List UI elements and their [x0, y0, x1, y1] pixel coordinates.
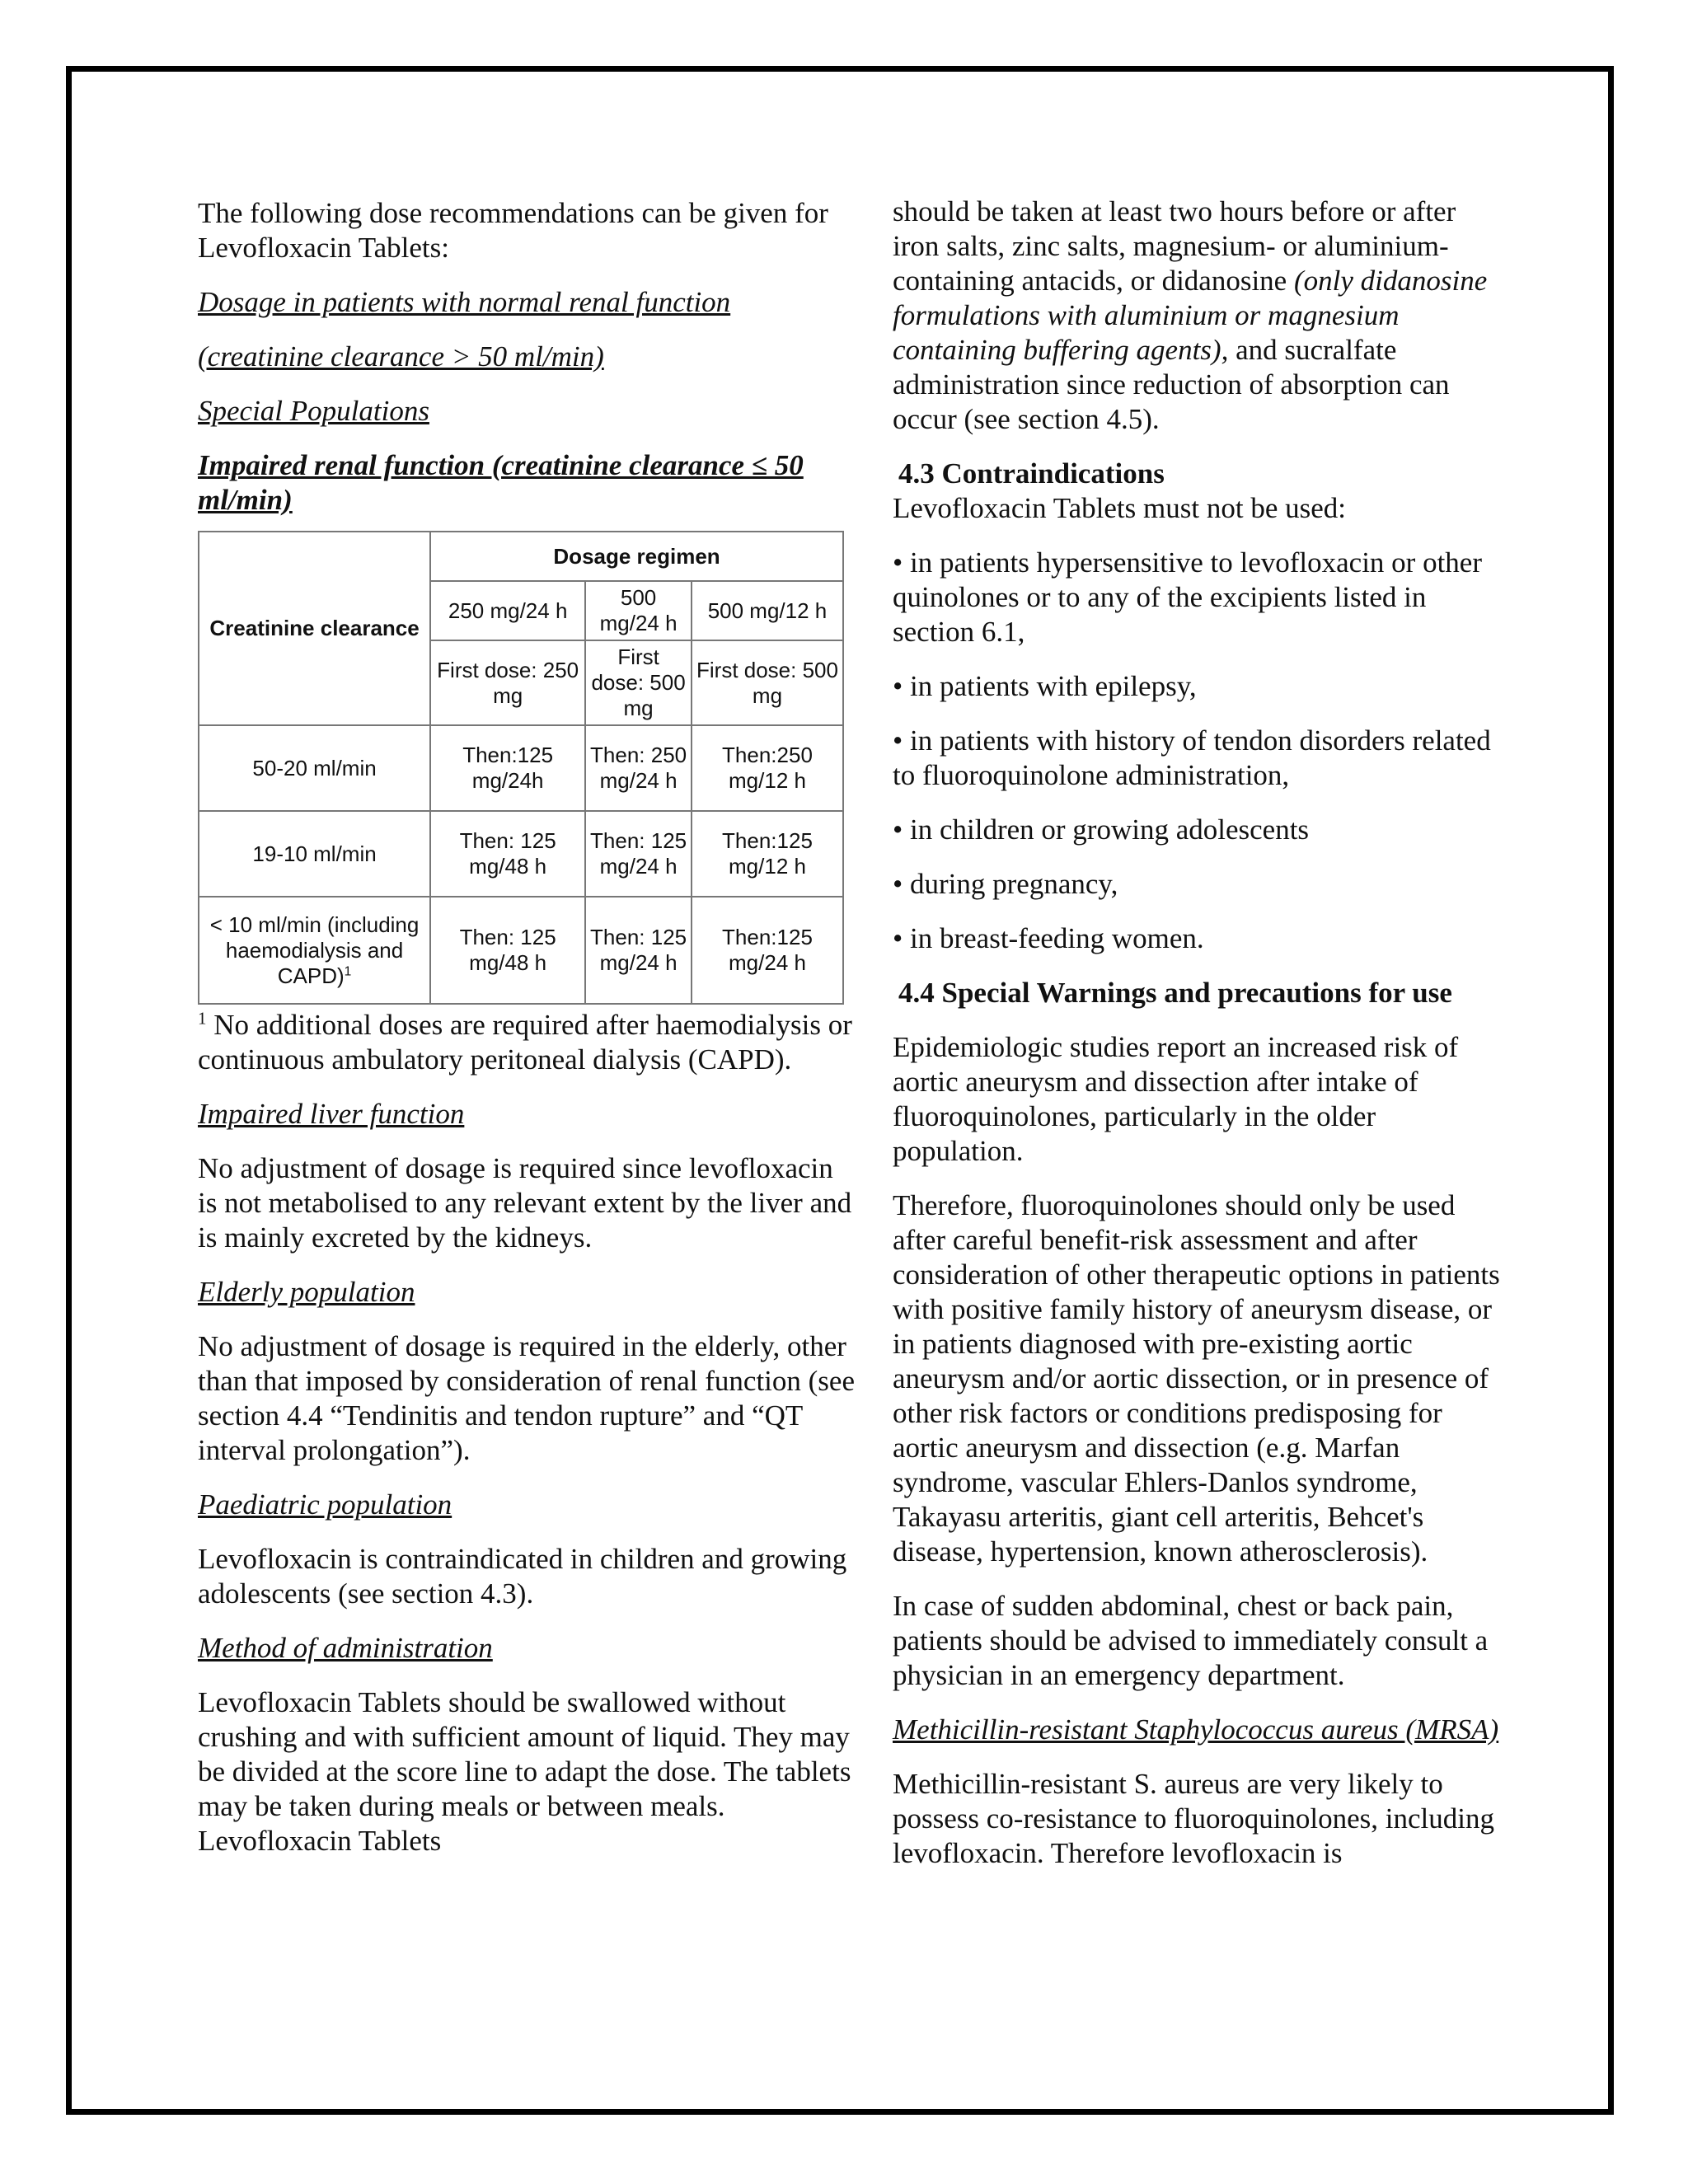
list-item: • in breast-feeding women. — [893, 922, 1204, 954]
clearance-cell: 50-20 ml/min — [199, 725, 430, 811]
special-populations-heading: Special Populations — [198, 395, 429, 427]
method-heading: Method of administration — [198, 1632, 493, 1664]
regimen-500-24: 500 mg/24 h — [585, 581, 692, 640]
dosage-regimen-header: Dosage regimen — [430, 532, 843, 581]
intro-text: The following dose recommendations can be given for Levofloxacin Tablets: — [198, 197, 828, 264]
first-dose-cell: First dose: 250 mg — [430, 640, 585, 725]
footnote-mark: 1 — [198, 1008, 207, 1029]
clearance-cell: 19-10 ml/min — [199, 811, 430, 897]
footnote-ref: 1 — [344, 963, 352, 978]
left-column — [198, 196, 857, 1878]
warnings-paragraph-3: In case of sudden abdominal, chest or back pain, patients should be advised to immediately consult a physician in an emergency department. — [893, 1590, 1489, 1691]
liver-heading: Impaired liver function — [198, 1098, 465, 1130]
dose-cell: Then: 250 mg/24 h — [585, 725, 692, 811]
mrsa-heading: Methicillin-resistant Staphylococcus aureus (MRSA) — [893, 1713, 1499, 1746]
list-item: • in children or growing adolescents — [893, 813, 1310, 846]
dose-cell: Then:125 mg/24h — [430, 725, 585, 811]
contraindications-heading: 4.3 Contraindications — [898, 457, 1165, 490]
first-dose-cell: First dose: 500 mg — [585, 640, 692, 725]
table-row — [199, 811, 843, 897]
clearance-cell — [199, 897, 430, 1004]
list-item: • in patients with history of tendon disorders related to fluoroquinolone administration, — [893, 724, 1491, 791]
paediatric-heading: Paediatric population — [198, 1488, 452, 1521]
dose-cell: Then: 125 mg/24 h — [585, 897, 692, 1004]
dose-cell: Then: 125 mg/24 h — [585, 811, 692, 897]
dose-cell: Then:125 mg/24 h — [692, 897, 843, 1004]
dosage-normal-subheading: (creatinine clearance > 50 ml/min) — [198, 340, 604, 373]
continued-text-b: and sucralfate administration since reduction of absorption can occur (see section 4.5). — [893, 334, 1450, 435]
elderly-heading: Elderly population — [198, 1276, 415, 1308]
table-row — [199, 897, 843, 1004]
impaired-renal-heading: Impaired renal function (creatinine clearance ≤ 50 ml/min) — [198, 449, 804, 516]
regimen-500-12: 500 mg/12 h — [692, 581, 843, 640]
creatinine-clearance-header: Creatinine clearance — [199, 532, 430, 725]
warnings-paragraph-2: Therefore, fluoroquinolones should only be used after careful benefit-risk assessment and after consideration of other therapeutic options in patients with positive family history of aneurysm disease, or in patients diagnosed with pre-existing aortic aneurysm and/or aortic dissection, or in presence of other risk factors or conditions predisposing for aortic aneurysm and dissection (e.g. Marfan syndrome, vascular Ehlers-Danlos syndrome, Takayasu arteritis, giant cell arteritis, Behcet's disease, hypertension, known atherosclerosis). — [893, 1189, 1500, 1568]
continued-text-a: should be taken at least two hours before or after iron salts, zinc salts, magnesium- or aluminium-containing antacids, or didanosine — [893, 195, 1456, 297]
warnings-paragraph-1: Epidemiologic studies report an increased risk of aortic aneurysm and dissection after intake of fluoroquinolones, particularly in the older population. — [893, 1031, 1459, 1167]
liver-text: No adjustment of dosage is required since levofloxacin is not metabolised to any relevant extent by the liver and is mainly excreted by the kidneys. — [198, 1152, 852, 1254]
regimen-250-24: 250 mg/24 h — [430, 581, 585, 640]
dosage-normal-heading: Dosage in patients with normal renal function — [198, 286, 731, 318]
footnote-text: No additional doses are required after haemodialysis or continuous ambulatory peritoneal dialysis (CAPD). — [198, 1009, 852, 1076]
elderly-text: No adjustment of dosage is required in the elderly, other than that imposed by consideration of renal function (see section 4.4 “Tendinitis and tendon rupture” and “QT interval prolongation”). — [198, 1330, 855, 1466]
dose-cell: Then:250 mg/12 h — [692, 725, 843, 811]
clearance-text: < 10 ml/min (including haemodialysis and CAPD) — [209, 912, 420, 988]
dose-cell: Then:125 mg/12 h — [692, 811, 843, 897]
method-text: Levofloxacin Tablets should be swallowed without crushing and with sufficient amount of liquid. They may be divided at the score line to adapt the dose. The tablets may be taken during meals or between meals. Levofloxacin Tablets — [198, 1686, 851, 1857]
dose-cell: Then: 125 mg/48 h — [430, 897, 585, 1004]
dose-cell: Then: 125 mg/48 h — [430, 811, 585, 897]
list-item: • in patients with epilepsy, — [893, 670, 1197, 702]
mrsa-text: Methicillin-resistant S. aureus are very likely to possess co-resistance to fluoroquinolones, including levofloxacin. Therefore levofloxacin is — [893, 1768, 1495, 1869]
paediatric-text: Levofloxacin is contraindicated in children and growing adolescents (see section 4.3). — [198, 1543, 847, 1610]
right-column — [893, 194, 1503, 1891]
table-footnote — [198, 1008, 857, 1077]
table-row — [199, 725, 843, 811]
list-item: • during pregnancy, — [893, 868, 1118, 900]
dosage-table — [198, 531, 844, 1005]
list-item: • in patients hypersensitive to levofloxacin or other quinolones or to any of the excipients listed in section 6.1, — [893, 546, 1482, 648]
first-dose-cell: First dose: 500 mg — [692, 640, 843, 725]
continued-text-italic: (only didanosine formulations with aluminium or magnesium containing buffering agents), — [893, 265, 1488, 366]
contraindications-list — [893, 546, 1503, 956]
warnings-heading: 4.4 Special Warnings and precautions for use — [898, 977, 1452, 1009]
contraindications-intro: Levofloxacin Tablets must not be used: — [893, 492, 1346, 524]
continued-text — [893, 194, 1503, 437]
